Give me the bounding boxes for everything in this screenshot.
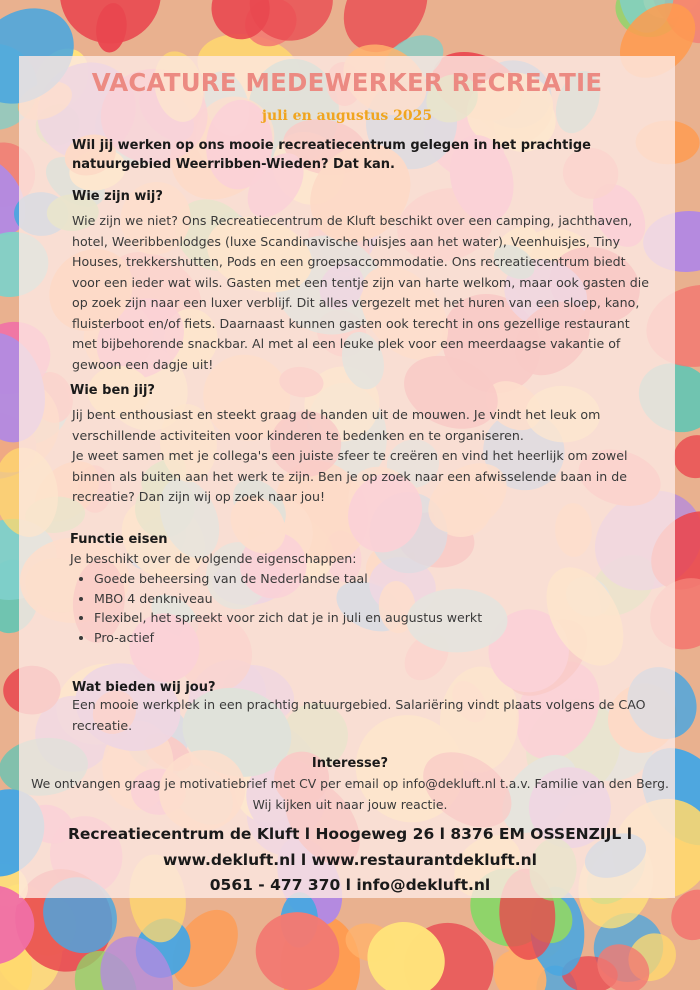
who-are-we-heading: Wie zijn wij? bbox=[72, 189, 163, 204]
list-item: • Pro-actief bbox=[94, 628, 482, 648]
contact-footer bbox=[0, 822, 700, 899]
offer-heading: Wat bieden wij jou? bbox=[72, 680, 216, 695]
list-item: • Goede beheersing van de Nederlandse taal bbox=[94, 569, 482, 589]
text-line: gewoon een dagje uit! bbox=[72, 356, 214, 372]
list-item: • MBO 4 denkniveau bbox=[94, 589, 482, 609]
intro-line: natuurgebied Weerribben-Wieden? Dat kan. bbox=[72, 157, 395, 172]
interest-heading: Interesse? bbox=[311, 756, 389, 771]
who-are-you-text bbox=[72, 405, 627, 508]
who-are-we-text bbox=[72, 211, 649, 375]
interest-text bbox=[0, 774, 700, 815]
requirements-list bbox=[72, 569, 482, 647]
who-are-you-heading: Wie ben jij? bbox=[70, 383, 155, 398]
requirements-intro: Je beschikt over de volgende eigenschappen: bbox=[70, 551, 357, 566]
text-line: Houses, trekkershutten, Pods en een groepsaccommodatie. Ons recreatiecentrum biedt bbox=[72, 254, 626, 269]
text-line: met bijbehorende snackbar. Al met al een leuke plek voor een meerdaagse vakantie of bbox=[72, 336, 621, 351]
text-line: binnen als buiten aan het werk te zijn. Ben je op zoek naar een afwisselende baan in de bbox=[72, 468, 627, 484]
text-line: verschillende activiteiten voor kinderen te bedenken en te organiseren. bbox=[72, 427, 524, 443]
page-title: VACATURE MEDEWERKER RECREATIE bbox=[91, 68, 603, 97]
footer-websites: www.dekluft.nl l www.restaurantdekluft.nl bbox=[163, 850, 537, 869]
period-subtitle: juli en augustus 2025 bbox=[261, 108, 433, 124]
text-line: Wij kijken uit naar jouw reactie. bbox=[252, 796, 448, 812]
intro-line: Wil jij werken op ons mooie recreatiecentrum gelegen in het prachtige bbox=[72, 138, 591, 153]
text-line: recreatie. bbox=[72, 717, 133, 733]
text-line: Wie zijn we niet? Ons Recreatiecentrum de Kluft beschikt over een camping, jachthaven, bbox=[72, 213, 633, 228]
requirements-heading: Functie eisen bbox=[70, 532, 168, 547]
text-line: Je weet samen met je collega's een juiste sfeer te creëren en vind het heerlijk om zowel bbox=[72, 448, 628, 463]
text-line: recreatie? Dan zijn wij op zoek naar jou! bbox=[72, 489, 326, 504]
text-line: Jij bent enthousiast en steekt graag de handen uit de mouwen. Je vindt het leuk om bbox=[72, 407, 601, 422]
text-line: voor een ieder wat wils. Gasten met een tentje zijn van harte welkom, maar ook gasten die bbox=[72, 274, 649, 290]
text-line: fluisterboot en/of fiets. Daarnaast kunnen gasten ook terecht in ons gezellige restaurant bbox=[72, 315, 630, 331]
intro-text bbox=[72, 136, 592, 174]
offer-text bbox=[72, 695, 646, 736]
footer-phone-email: 0561 - 477 370 l info@dekluft.nl bbox=[209, 876, 491, 894]
text-line: Een mooie werkplek in een prachtig natuurgebied. Salariëring vindt plaats volgens de CAO bbox=[72, 697, 646, 712]
list-item: • Flexibel, het spreekt voor zich dat je in juli en augustus werkt bbox=[94, 608, 482, 628]
footer-address: Recreatiecentrum de Kluft l Hoogeweg 26 l 8376 EM OSSENZIJL l bbox=[67, 825, 633, 843]
text-line: op zoek zijn naar een luxer verblijf. Dit alles vergezelt met het huren van een sloep, kano, bbox=[72, 295, 640, 310]
text-line: hotel, Weeribbenlodges (luxe Scandinavische huisjes aan het water), Veenhuisjes, Tiny bbox=[72, 233, 621, 249]
text-line: We ontvangen graag je motivatiebrief met CV per email op info@dekluft.nl t.a.v. Familie van den Berg. bbox=[31, 776, 669, 791]
